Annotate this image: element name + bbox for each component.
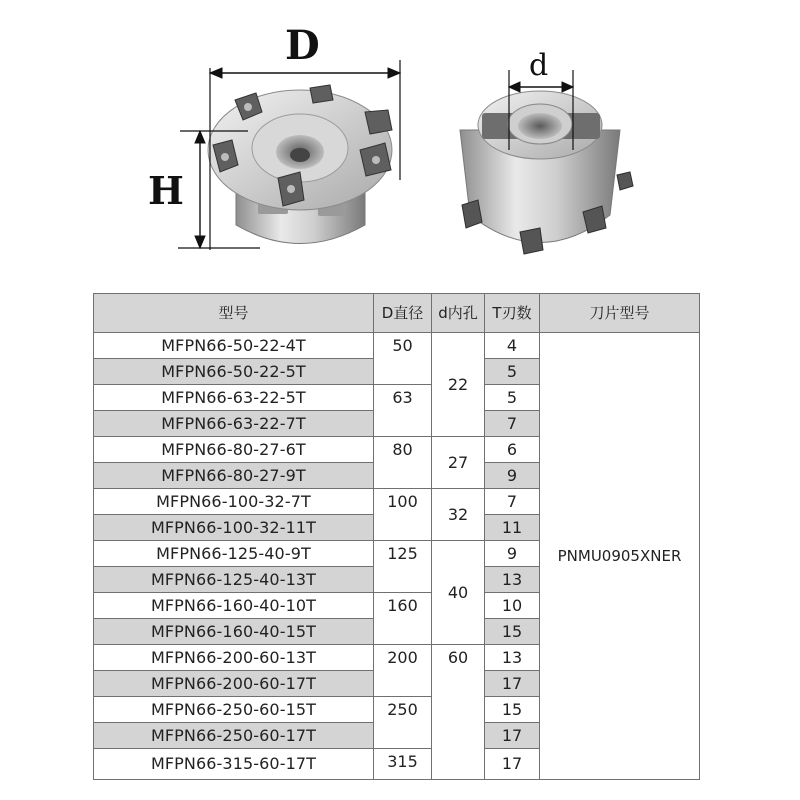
cutter-left-view — [208, 85, 392, 244]
cell-diameter: 315 — [374, 749, 432, 780]
cell-teeth: 7 — [485, 411, 540, 437]
cell-teeth: 10 — [485, 593, 540, 619]
cell-teeth: 17 — [485, 671, 540, 697]
cell-diameter: 160 — [374, 593, 432, 645]
table-body — [94, 333, 700, 780]
header-diameter: D直径 — [374, 294, 432, 333]
cell-model: MFPN66-100-32-7T — [94, 489, 374, 515]
label-bore-diameter: d — [529, 48, 549, 83]
header-insert: 刀片型号 — [540, 294, 700, 333]
cell-bore: 32 — [432, 489, 485, 541]
cell-bore: 27 — [432, 437, 485, 489]
cell-teeth: 15 — [485, 619, 540, 645]
cell-teeth: 5 — [485, 385, 540, 411]
cell-model: MFPN66-80-27-6T — [94, 437, 374, 463]
cell-model: MFPN66-50-22-5T — [94, 359, 374, 385]
cell-teeth: 7 — [485, 489, 540, 515]
header-model: 型号 — [94, 294, 374, 333]
cell-diameter: 125 — [374, 541, 432, 593]
cell-diameter: 100 — [374, 489, 432, 541]
cell-model: MFPN66-63-22-7T — [94, 411, 374, 437]
table-row — [94, 333, 700, 359]
cell-teeth: 5 — [485, 359, 540, 385]
spec-table — [93, 293, 700, 780]
header-teeth: T刃数 — [485, 294, 540, 333]
cell-diameter: 200 — [374, 645, 432, 697]
cell-diameter: 50 — [374, 333, 432, 385]
cell-teeth: 11 — [485, 515, 540, 541]
label-outer-diameter: D — [285, 22, 320, 69]
cell-bore: 22 — [432, 333, 485, 437]
cell-model: MFPN66-160-40-10T — [94, 593, 374, 619]
product-illustration — [0, 0, 800, 290]
cell-model: MFPN66-125-40-13T — [94, 567, 374, 593]
cell-bore: 60 — [432, 645, 485, 780]
cell-bore: 40 — [432, 541, 485, 645]
cell-model: MFPN66-315-60-17T — [94, 749, 374, 780]
cell-teeth: 4 — [485, 333, 540, 359]
cell-model: MFPN66-80-27-9T — [94, 463, 374, 489]
cell-model: MFPN66-250-60-17T — [94, 723, 374, 749]
cell-model: MFPN66-160-40-15T — [94, 619, 374, 645]
cell-teeth: 17 — [485, 723, 540, 749]
cell-teeth: 13 — [485, 567, 540, 593]
cell-teeth: 9 — [485, 541, 540, 567]
cell-teeth: 17 — [485, 749, 540, 780]
cell-model: MFPN66-200-60-17T — [94, 671, 374, 697]
cell-diameter: 250 — [374, 697, 432, 749]
cell-model: MFPN66-100-32-11T — [94, 515, 374, 541]
cell-model: MFPN66-63-22-5T — [94, 385, 374, 411]
cell-teeth: 6 — [485, 437, 540, 463]
cell-model: MFPN66-250-60-15T — [94, 697, 374, 723]
cell-model: MFPN66-200-60-13T — [94, 645, 374, 671]
cell-teeth: 15 — [485, 697, 540, 723]
cell-teeth: 9 — [485, 463, 540, 489]
cell-diameter: 80 — [374, 437, 432, 489]
label-height: H — [148, 168, 184, 213]
cell-insert-model: PNMU0905XNER — [540, 333, 700, 780]
cell-teeth: 13 — [485, 645, 540, 671]
cell-model: MFPN66-50-22-4T — [94, 333, 374, 359]
table-header-row — [94, 294, 700, 333]
cell-diameter: 63 — [374, 385, 432, 437]
cell-model: MFPN66-125-40-9T — [94, 541, 374, 567]
cutter-right-view — [460, 91, 633, 254]
header-bore: d内孔 — [432, 294, 485, 333]
